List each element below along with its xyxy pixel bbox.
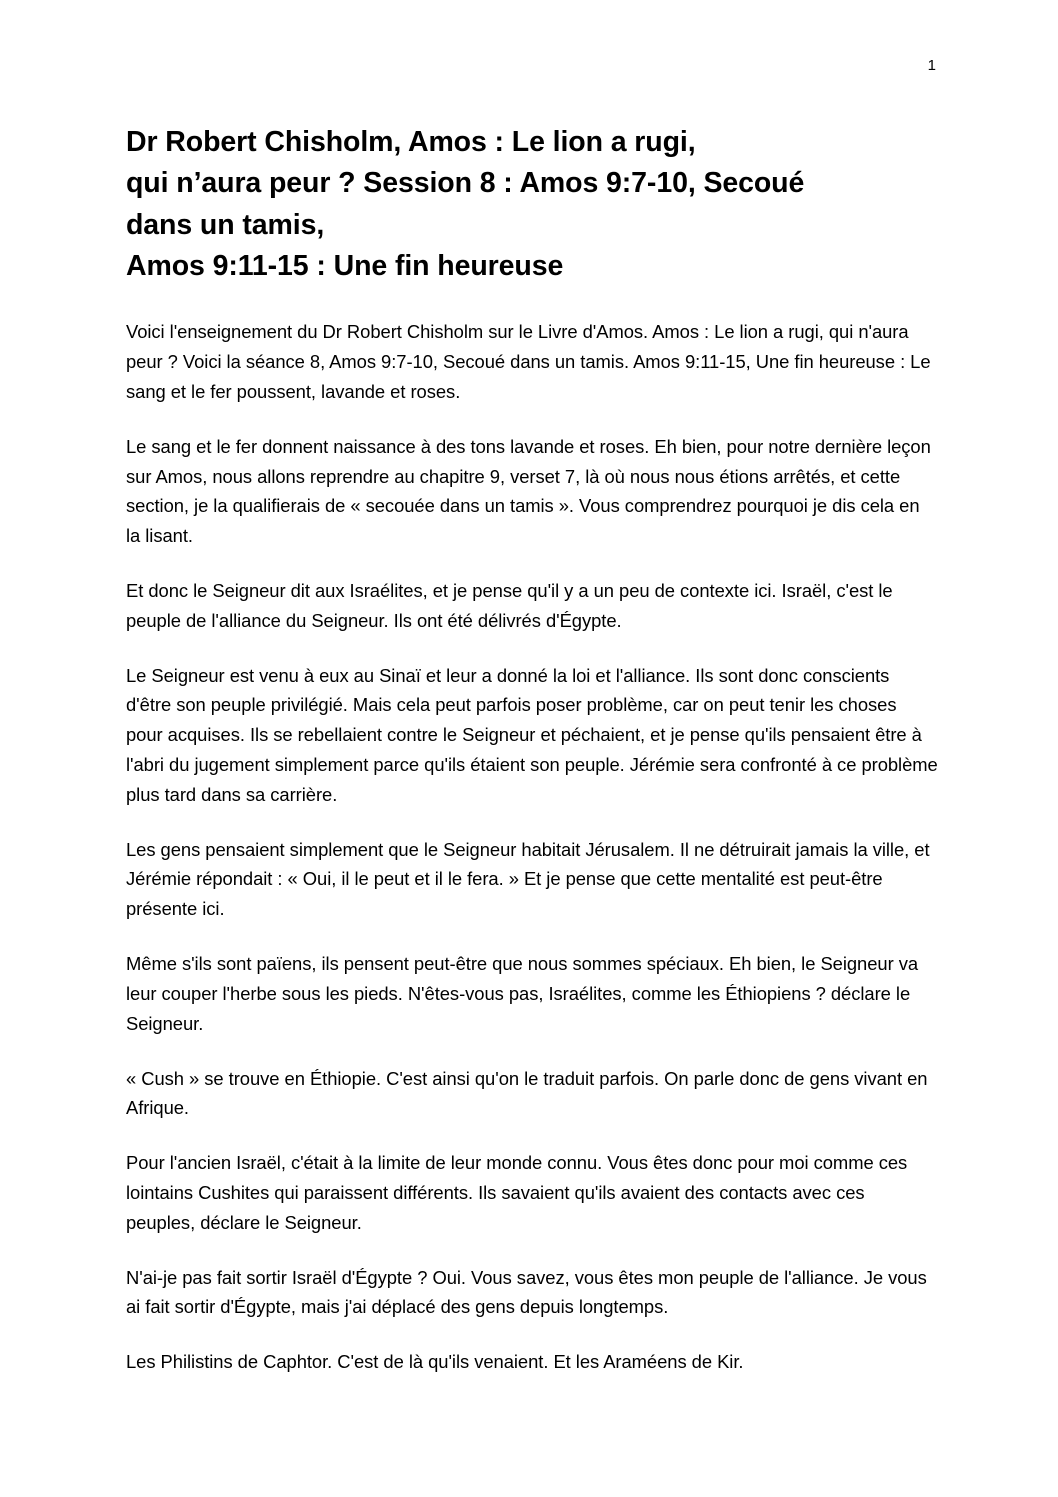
paragraph: Voici l'enseignement du Dr Robert Chisholm sur le Livre d'Amos. Amos : Le lion a rugi, qui n'aura peur ? Voici la séance 8, Amos 9:7-10, Secoué dans un tamis. Amos 9:11-15, Une fin heureuse : Le sang et le fer poussent, lavande et roses. [126, 321, 931, 402]
title-line-1: Dr Robert Chisholm, Amos : Le lion a rugi, [126, 126, 696, 158]
paragraph: N'ai-je pas fait sortir Israël d'Égypte ? Oui. Vous savez, vous êtes mon peuple de l'alliance. Je vous ai fait sortir d'Égypte, mais j'ai déplacé des gens depuis longtemps. [126, 1266, 927, 1318]
paragraph: Les gens pensaient simplement que le Seigneur habitait Jérusalem. Il ne détruirait jamais la ville, et Jérémie répondait : « Oui, il le peut et il le fera. » Et je pense que cette mentalité est peut-être présente ici. [126, 838, 930, 920]
document-title [126, 122, 938, 287]
paragraph: Le sang et le fer donnent naissance à des tons lavande et roses. Eh bien, pour notre dernière leçon sur Amos, nous allons reprendre au chapitre 9, verset 7, là où nous nous étions arrêtés, et cette section, je la qualifierais de « secouée dans un tamis ». Vous comprendrez pourquoi je dis cela en la lisant. [126, 435, 931, 547]
paragraph: Et donc le Seigneur dit aux Israélites, et je pense qu'il y a un peu de contexte ici. Israël, c'est le peuple de l'alliance du Seigneur. Ils ont été délivrés d'Égypte. [126, 579, 893, 631]
paragraph: Même s'ils sont païens, ils pensent peut-être que nous sommes spéciaux. Eh bien, le Seigneur va leur couper l'herbe sous les pieds. N'êtes-vous pas, Israélites, comme les Éthiopiens ? déclare le Seigneur. [126, 953, 919, 1034]
paragraph: Le Seigneur est venu à eux au Sinaï et leur a donné la loi et l'alliance. Ils sont donc conscients d'être son peuple privilégié. Mais cela peut parfois poser problème, car on peut tenir les choses pour acquises. Ils se rebellaient contre le Seigneur et péchaient, et je pense qu'ils pensaient être à l'abri du jugement simplement parce qu'ils étaient son peuple. Jérémie sera confronté à ce problème plus tard dans sa carrière. [126, 664, 938, 805]
page-number: 1 [927, 57, 936, 74]
paragraph: Pour l'ancien Israël, c'était à la limite de leur monde connu. Vous êtes donc pour moi comme ces lointains Cushites qui paraissent différents. Ils savaient qu'ils avaient des contacts avec ces peuples, déclare le Seigneur. [126, 1152, 908, 1233]
paragraph: Les Philistins de Caphtor. C'est de là qu'ils venaient. Et les Araméens de Kir. [126, 1351, 744, 1373]
title-line-3: dans un tamis, [126, 208, 325, 241]
paragraph: « Cush » se trouve en Éthiopie. C'est ainsi qu'on le traduit parfois. On parle donc de gens vivant en Afrique. [126, 1067, 928, 1119]
title-line-4: Amos 9:11-15 : Une fin heureuse [126, 249, 564, 282]
title-line-2: qui n’aura peur ? Session 8 : Amos 9:7-10, Secoué [126, 167, 805, 200]
document-body [126, 122, 938, 1377]
